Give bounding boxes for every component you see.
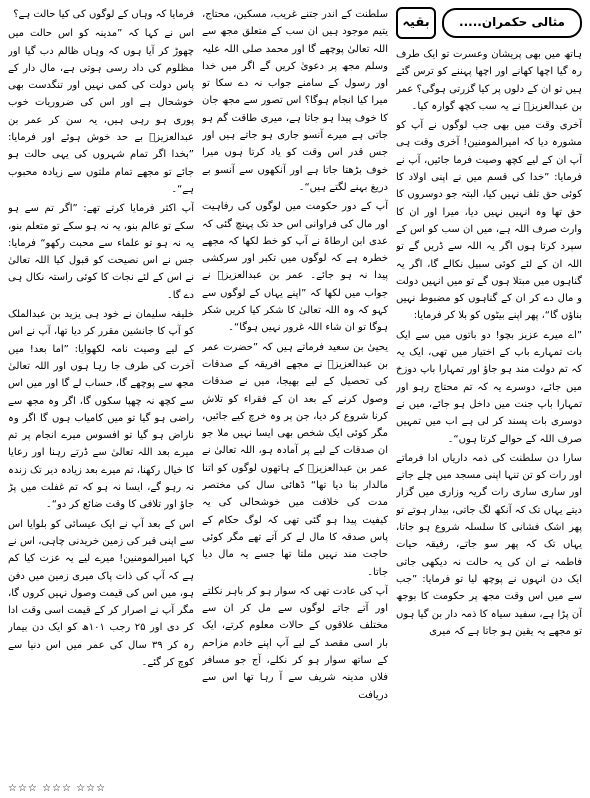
column-middle — [202, 6, 388, 781]
paragraph: سلطنت کے اندر جتنے غریب، مسکین، محتاج، یتیم موجود ہیں ان سب کے متعلق مجھ سے اللہ تعالیٰ پوچھے گا اور محمد صلی اللہ علیہ وسلم مجھ پر دعویٰ کریں گے اگر میں خدا اور رسول کے سامنے جواب نہ دے سکا تو میرا کیا انجام ہوگا؟ اس تصور سے مجھ جان کا خوف پیدا ہو جاتا ہے، میری طاقت گم ہو جاتی ہے میرے آنسو جاری ہو جاتے ہیں اور جس قدر اس وقت کو یاد کرتا ہوں میرا خوف بڑھتا جاتا ہے اور آنکھوں سے آنسو بے دریغ بہنے لگتے ہیں“۔ — [202, 9, 388, 193]
continuation-header — [396, 6, 582, 40]
paragraph: اس کے بعد آپ نے ایک عیسائی کو بلوایا اس سے اپنی قبر کی زمین خریدنی چاہی، اس نے کہا امیرالمومنین! میرے لیے یہ عزت کیا کم ہے کہ آپ کی ذات پاک میری زمین میں دفن ہو، میں اس کی قیمت وصول نہیں کروں گا، مگر آپ نے اصرار کر کے قیمت اسی وقت ادا کر دی اور ۲۵ رجب ۱۰۱ھ کو ایک دن بیمار رہ کر ۳۹ سال کی عمر میں اس دنیا سے کوچ کر گئے۔ — [8, 518, 194, 668]
paragraph: ”اے میرے عزیز بچو! دو باتوں میں سے ایک بات تمہارے باپ کے اختیار میں تھی، ایک یہ کہ تم دولت مند ہو جاؤ اور تمہارا باپ دوزخ میں جائے، دوسرے یہ کہ تم محتاج رہو اور تمہارا باپ جنت میں داخل ہو جائے، میں نے دوسری بات پسند کر لی ہے اب میں تمہیں صرف اللہ کے حوالے کرتا ہوں“۔ — [396, 329, 582, 445]
paragraph: اس نے کہا کہ ”مدینہ کو اس حالت میں چھوڑ کر آیا ہوں کہ وہاں ظالم دب گیا اور مظلوم کی داد رسی ہوتی ہے، مال دار کے پاس دولت کی کمی نہیں اور تنگدست بھی خوشحال ہے اور اس کی ضروریات خوب پوری ہو رہی ہیں، یہ سن کر عمر بن عبدالعزیزؒ بے حد خوش ہوئے اور فرمایا: ”بخدا اگر تمام شہروں کی یہی حالت ہو جائے تو مجھے تمام ملتوں سے زیادہ محبوب ہے“۔ — [8, 28, 194, 195]
paragraph: آپ اکثر فرمایا کرتے تھے: ”اگر تم سے ہو سکے تو عالم بنو، یہ نہ ہو سکے تو متعلم بنو، یہ نہ ہو تو علماء سے محبت رکھو“ فرمایا: جس نے اس نصیحت کو قبول کیا اللہ تعالیٰ نے اس کے لئے نجات کا کوئی راستہ نکال ہی دے گا۔ — [8, 203, 194, 301]
paragraph: آپ کے دور حکومت میں لوگوں کی رفاہیت اور مال کی فراوانی اس حد تک پہنچ گئی کہ عدی ابن ارطاۃ نے آپ کو خط لکھا کہ مجھے خطرہ ہے کہ لوگوں میں تکبر اور سرکشی پیدا نہ ہو جائے۔ عمر بن عبدالعزیزؒ نے جواب میں لکھا کہ ”اپنے یہاں کے لوگوں سے کہو کہ وہ اللہ تعالیٰ کا شکر کیا کریں شکر ہوگا تو ان شاء اللہ غرور نہیں ہوگا“۔ — [202, 201, 388, 334]
paragraph: آخری وقت میں بھی جب لوگوں نے آپ کو مشورہ دیا کہ امیرالمومنین! آخری وقت ہی آپ ان کے لیے کچھ وصیت فرما جائیں، آپ نے فرمایا: ”خدا کی قسم میں نے اپنی اولاد کا کوئی حق تلف نہیں کیا، البتہ جو دوسروں کا حق تھا وہ انہیں نہیں دیا، میرا اور ان کا وارث صرف اللہ ہے، میں ان سب کو اس کے سپرد کرتا ہوں اگر یہ اللہ سے ڈریں گے تو اللہ ان کے لئے کوئی سبیل نکالے گا، اگر یہ گناہوں میں مبتلا ہوں گے تو میں انہیں دولت و مال دے کر ان کے گناہوں کو مضبوط نہیں بناؤں گا“، پھر اپنے بیٹوں کو بلا کر فرمایا: — [396, 120, 582, 322]
article-columns — [8, 6, 582, 781]
continued-badge — [396, 7, 436, 39]
paragraph: فرمایا کہ وہاں کے لوگوں کی کیا حالت ہے؟ — [13, 9, 194, 20]
paragraph: یحییٰ بن سعید فرماتے ہیں کہ ”حضرت عمر بن عبدالعزیزؒ نے مجھے افریقہ کے صدقات کی تحصیل کے لیے بھیجا، میں نے صدقات وصول کرنے کے بعد ان کے فقراء کو تلاش کرنا شروع کر دیا، جن پر وہ خرچ کیے جائیں، مگر کوئی ایک شخص بھی ایسا نہیں ملا جو ان صدقات کے لیے پر آمادہ ہو، اللہ تعالیٰ نے عمر بن عبدالعزیزؒ کے ہاتھوں لوگوں کو اتنا مالدار بنا دیا تھا“ ڈھائی سال کی مختصر مدت کی خلافت میں خوشحالی کی یہ کیفیت پیدا ہو گئی تھی کہ لوگ حکام کے پاس صدقہ کا مال لے کر آتے تھے مگر کوئی حاجت مند نہیں ملتا تھا جسے یہ مال دیا جاتا۔ — [202, 341, 388, 578]
column-left — [8, 6, 194, 781]
paragraph: سارا دن سلطنت کی ذمہ داریاں ادا فرماتے اور رات کو تن تنہا اپنی مسجد میں چلے جاتے اور ساری ساری رات گریہ وزاری میں گزار دیتے یہاں تک کہ آنکھ لگ جاتی، بیدار ہوتے تو پھر اشک فشانی کا سلسلہ شروع ہو جاتا، یہاں تک کہ پھر سو جاتے، رفیقہ حیات فاطمہ نے ان کی یہ حالت نہ دیکھی جاتی ایک دن انہوں نے پوچھ لیا تو فرمایا: ”جب سے میں اس وقت مجھ پر حکومت کا بوجھ آن پڑا ہے، سفید سیاہ کا ذمہ دار بن گیا ہوں تو مجھے یہ یقین ہو جاتا ہے کہ میری — [396, 452, 582, 637]
article-title: مثالی حکمران..... — [459, 15, 565, 30]
paragraph: آپ کی عادت تھی کہ سوار ہو کر باہر نکلتے اور آتے جاتے لوگوں سے مل کر ان سے مختلف علاقوں کے حالات معلوم کرتے، ایک بار اسی مقصد کے لیے آپ اپنے خادم مزاحم کے ساتھ سوار ہو کر نکلے، آج جو مسافر فلاں مدینہ شریف سے آ رہا تھا اس سے دریافت — [202, 585, 388, 701]
continued-label: بقیہ — [402, 15, 430, 31]
end-of-article-stars: ☆☆☆ ☆☆☆ ☆☆☆ — [8, 783, 107, 794]
paragraph: خلیفہ سلیمان نے خود ہی یزید بن عبدالملک کو آپ کا جانشین مقرر کر دیا تھا، آپ نے اس کے لیے وصیت نامہ لکھوایا: ”اما بعد! میں آخرت کی طرف جا رہا ہوں اور اللہ تعالیٰ مجھ سے پوچھے گا، حساب لے گا اور میں اس سے کچھ نہ چھپا سکوں گا، اگر وہ مجھ سے راضی ہو گیا تو میں کامیاب ہوں گا اگر وہ ناراض ہو گیا تو افسوس میرے انجام پر تم میرے بعد اللہ تعالیٰ سے ڈرتے رہنا اور رعایا کا خیال رکھنا، تم میرے بعد زیادہ دیر تک زندہ نہ رہو گے، ایسا نہ ہو کہ تم غفلت میں پڑ جاؤ اور تلافی کا وقت ضائع کر دو“۔ — [8, 309, 194, 511]
paragraph: ہاتھ میں بھی پریشان وعسرت تو ایک طرف رہ گیا اچھا کھانے اور اچھا پہننے کو ترس گئے ہیں تو ان کے دلوں پر کیا گزرتی ہوگی؟ عمر بن عبدالعزیزؒ نے یہ سب کچھ گوارہ کیا۔ — [396, 49, 582, 112]
column-right — [396, 6, 582, 781]
article-title-box — [442, 8, 582, 38]
